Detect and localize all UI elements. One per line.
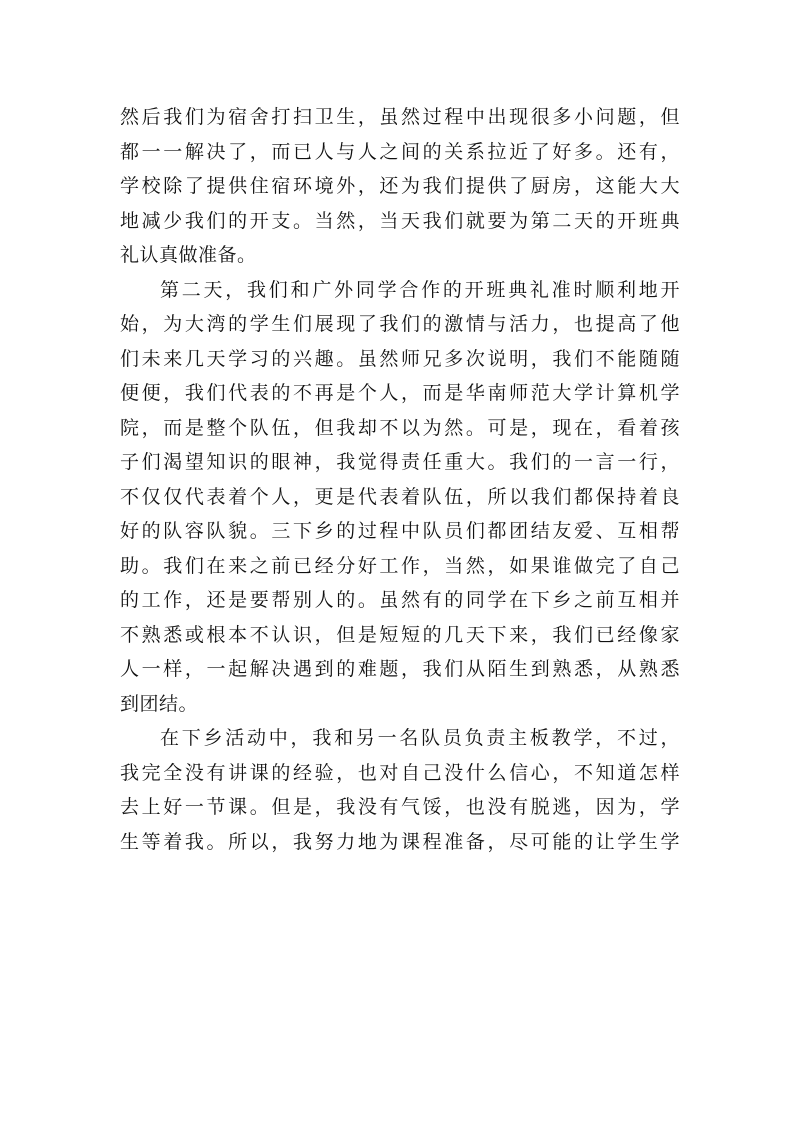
text-line: 然后我们为宿舍打扫卫生，虽然过程中出现很多小问题，但 [120,106,680,128]
text-line: 始，为大湾的学生们展现了我们的激情与活力，也提高了他 [120,313,680,335]
paragraph-3 [120,721,680,859]
text-line: 的工作，还是要帮别人的。虽然有的同学在下乡之前互相并 [120,589,680,611]
text-line: 都一一解决了，而已人与人之间的关系拉近了好多。还有， [120,140,680,163]
text-line: 便便，我们代表的不再是个人，而是华南师范大学计算机学 [120,382,680,404]
text-line: 地减少我们的开支。当然，当天我们就要为第二天的开班典 [120,209,680,232]
paragraph-2 [120,273,680,722]
text-line: 助。我们在来之前已经分好工作，当然，如果谁做完了自己 [120,554,680,577]
text-line: 好的队容队貌。三下乡的过程中队员们都团结友爱、互相帮 [120,520,680,542]
text-line: 不仅仅代表着个人，更是代表着队伍，所以我们都保持着良 [120,485,680,508]
text-line: 子们渴望知识的眼神，我觉得责任重大。我们的一言一行， [120,451,680,473]
paragraph-1 [120,100,680,273]
body-text [120,100,680,859]
text-line: 院，而是整个队伍，但我却不以为然。可是，现在，看着孩 [120,416,680,439]
text-line: 不熟悉或根本不认识，但是短短的几天下来，我们已经像家 [120,623,680,646]
text-line: 礼认真做准备。 [120,244,257,266]
text-line: 到团结。 [120,692,199,715]
text-line: 学校除了提供住宿环境外，还为我们提供了厨房，这能大大 [120,175,680,197]
text-line: 人一样，一起解决遇到的难题，我们从陌生到熟悉，从熟悉 [120,658,680,680]
text-line: 第二天，我们和广外同学合作的开班典礼准时顺利地开 [160,278,680,301]
text-line: 们未来几天学习的兴趣。虽然师兄多次说明，我们不能随随 [120,347,680,370]
text-line: 我完全没有讲课的经验，也对自己没什么信心，不知道怎样 [120,761,680,784]
text-line: 去上好一节课。但是，我没有气馁，也没有脱逃，因为，学 [120,796,680,818]
text-line: 在下乡活动中，我和另一名队员负责主板教学，不过， [160,727,680,749]
text-line: 生等着我。所以，我努力地为课程准备，尽可能的让学生学 [120,830,680,853]
